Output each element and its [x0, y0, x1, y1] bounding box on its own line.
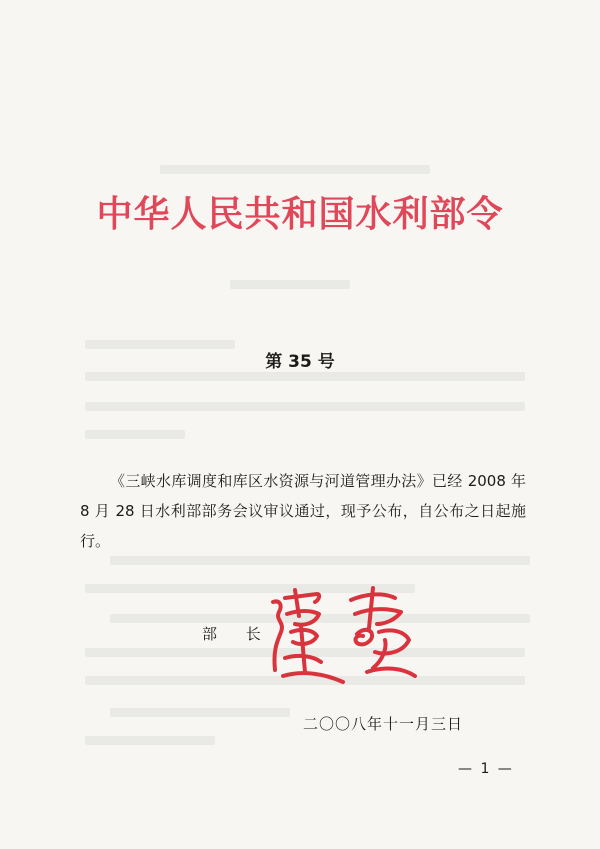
order-number: 第 35 号 — [265, 352, 335, 372]
body-paragraph: 《三峡水库调度和库区水资源与河道管理办法》已经 2008 年 8 月 28 日水利部部务会议审议通过，现予公布，自公布之日起施行。 — [80, 472, 526, 550]
document-title: 中华人民共和国水利部令 — [96, 194, 504, 235]
signing-date: 二〇〇八年十一月三日 — [303, 715, 464, 733]
page-number: — 1 — — [458, 761, 514, 777]
minister-label: 部 长 — [202, 625, 273, 643]
handwritten-signature — [255, 580, 425, 690]
